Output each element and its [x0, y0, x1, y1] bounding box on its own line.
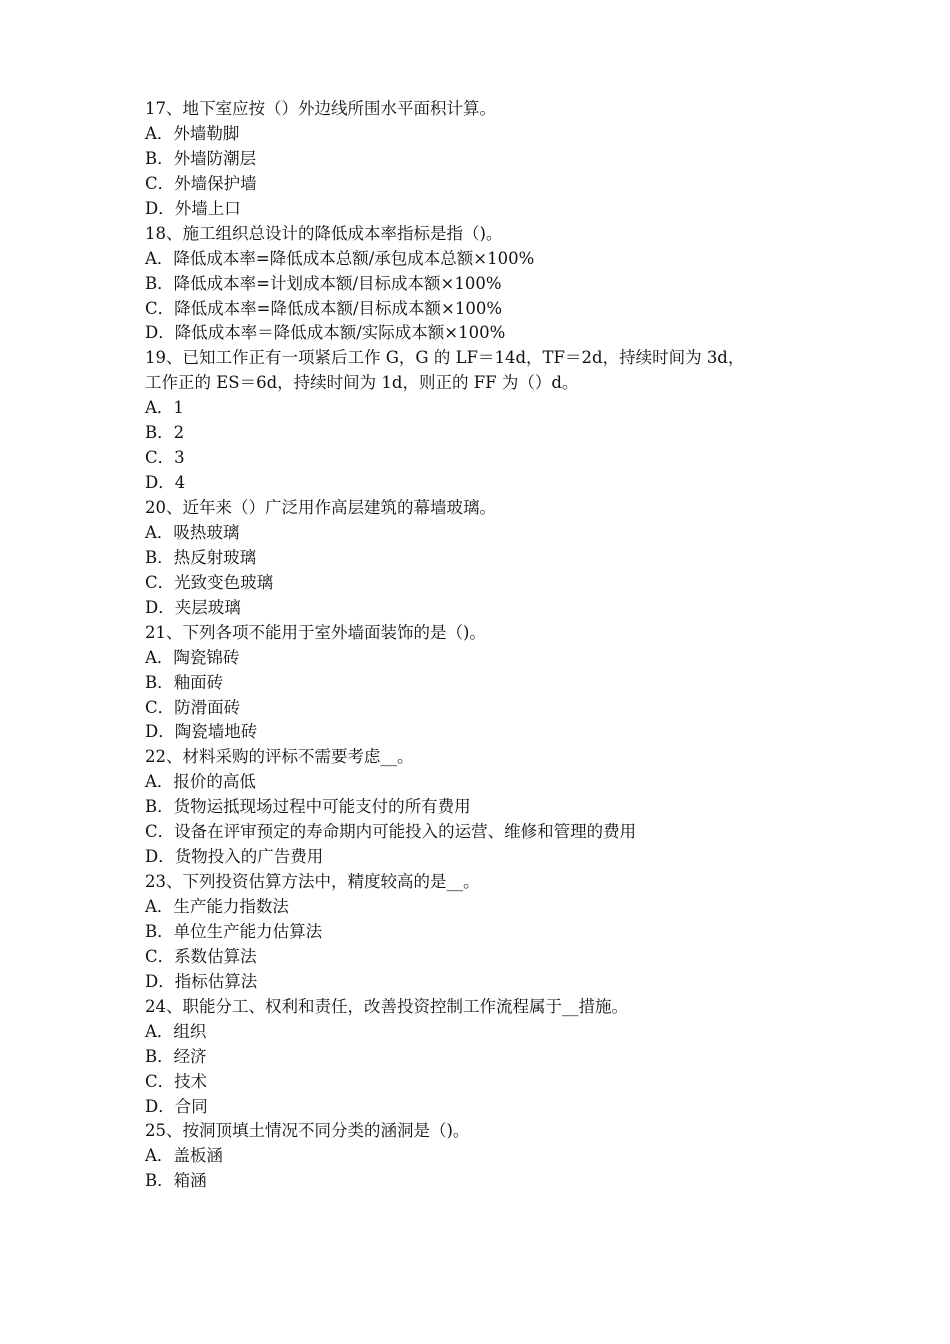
answer-option: B．2	[145, 423, 185, 443]
answer-option: A．盖板涵	[145, 1146, 223, 1166]
question-stem: 21、下列各项不能用于室外墙面装饰的是（)。	[145, 622, 486, 642]
question-block	[145, 870, 825, 995]
answer-option: C．外墙保护墙	[145, 173, 257, 193]
answer-option: D．降低成本率＝降低成本额/实际成本额×100%	[145, 323, 506, 343]
answer-option: B．货物运抵现场过程中可能支付的所有费用	[145, 797, 471, 817]
question-block	[145, 1119, 825, 1194]
answer-option: C．设备在评审预定的寿命期内可能投入的运营、维修和管理的费用	[145, 822, 637, 842]
question-block	[145, 621, 825, 746]
answer-option: D．4	[145, 473, 186, 493]
question-block	[145, 745, 825, 870]
answer-option: A．报价的高低	[145, 772, 256, 792]
question-stem: 22、材料采购的评标不需要考虑__。	[145, 747, 414, 767]
answer-option: A．生产能力指数法	[145, 897, 289, 916]
answer-option: B．单位生产能力估算法	[145, 921, 323, 941]
answer-option: C．光致变色玻璃	[145, 572, 274, 592]
question-block	[145, 995, 825, 1120]
question-stem: 18、施工组织总设计的降低成本率指标是指（)。	[145, 223, 503, 243]
answer-option: B．降低成本率=计划成本额/目标成本额×100%	[145, 273, 502, 293]
question-block	[145, 346, 825, 496]
answer-option: D．夹层玻璃	[145, 597, 241, 617]
answer-option: A．组织	[145, 1021, 207, 1041]
question-stem: 19、已知工作正有一项紧后工作 G，G 的 LF＝14d，TF＝2d，持续时间为 3d，	[145, 348, 745, 368]
question-stem: 25、按洞顶填土情况不同分类的涵洞是（)。	[145, 1121, 470, 1141]
question-stem: 17、地下室应按（）外边线所围水平面积计算。	[145, 99, 496, 118]
question-stem: 24、职能分工、权利和责任，改善投资控制工作流程属于__措施。	[145, 996, 628, 1016]
answer-option: A．吸热玻璃	[145, 522, 240, 542]
answer-option: C．降低成本率=降低成本额/目标成本额×100%	[145, 298, 503, 318]
answer-option: B．经济	[145, 1046, 207, 1066]
answer-option: D．合同	[145, 1096, 208, 1116]
answer-option: D．陶瓷墙地砖	[145, 722, 258, 742]
question-list	[145, 97, 825, 1194]
question-stem: 20、近年来（）广泛用作高层建筑的幕墙玻璃。	[145, 498, 496, 517]
question-block	[145, 97, 825, 222]
answer-option: D．指标估算法	[145, 971, 258, 991]
question-block	[145, 496, 825, 621]
answer-option: A．外墙勒脚	[145, 123, 240, 143]
answer-option: A．降低成本率=降低成本总额/承包成本总额×100%	[145, 248, 535, 268]
answer-option: C．防滑面砖	[145, 697, 241, 717]
answer-option: D．外墙上口	[145, 198, 241, 218]
answer-option: D．货物投入的广告费用	[145, 847, 324, 867]
answer-option: C．3	[145, 448, 185, 468]
answer-option: A．1	[145, 398, 184, 418]
answer-option: C．系数估算法	[145, 946, 257, 966]
answer-option: B．箱涵	[145, 1171, 207, 1191]
question-stem: 工作正的 ES＝6d，持续时间为 1d，则正的 FF 为（）d。	[145, 373, 579, 393]
question-block	[145, 222, 825, 347]
answer-option: B．热反射玻璃	[145, 547, 257, 567]
answer-option: A．陶瓷锦砖	[145, 647, 240, 667]
answer-option: C．技术	[145, 1071, 208, 1091]
question-stem: 23、下列投资估算方法中，精度较高的是__。	[145, 872, 480, 892]
answer-option: B．釉面砖	[145, 672, 224, 692]
answer-option: B．外墙防潮层	[145, 148, 257, 168]
